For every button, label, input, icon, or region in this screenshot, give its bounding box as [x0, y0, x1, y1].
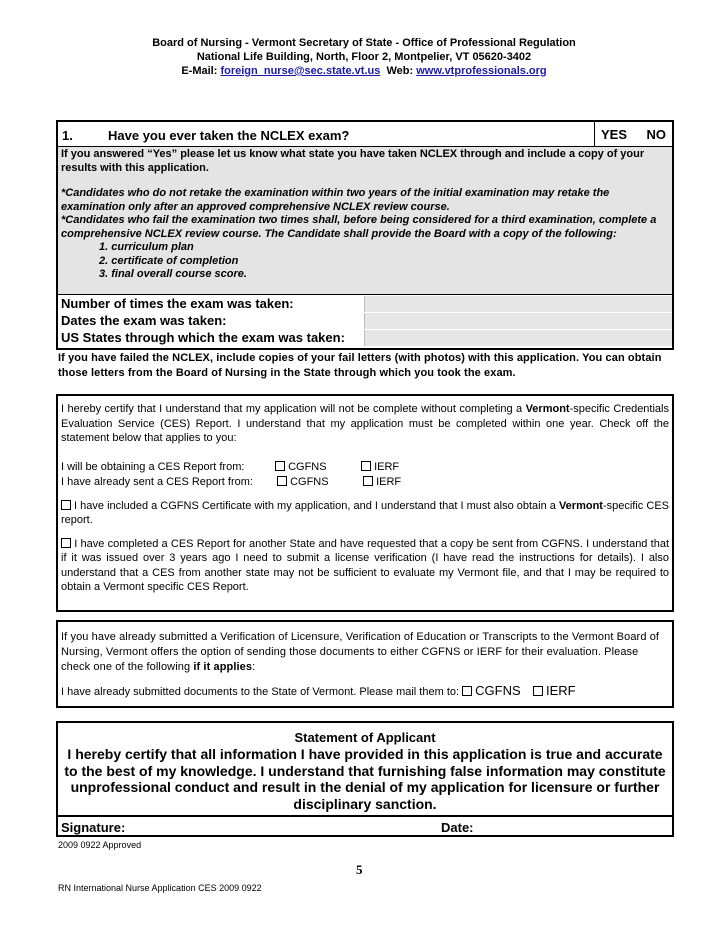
nclex-section: [56, 120, 674, 350]
dates-taken-label: Dates the exam was taken:: [61, 313, 227, 328]
checkbox[interactable]: [61, 538, 71, 548]
list-item: 2. certificate of completion: [99, 254, 239, 267]
statement-title: Statement of Applicant: [294, 730, 436, 745]
mail-documents-row: I have already submitted documents to the State of Vermont. Please mail them to: CGFNS IERF: [61, 683, 576, 698]
list-item: 3. final overall course score.: [99, 268, 247, 280]
document-header: [0, 36, 728, 78]
checkbox[interactable]: [462, 686, 472, 696]
documents-section: [56, 620, 674, 708]
header-line-1: Board of Nursing - Vermont Secretary of State - Office of Professional Regulation: [152, 37, 576, 49]
nclex-question-row: [56, 120, 674, 148]
states-row: [58, 330, 672, 346]
exam-details-fields: [56, 294, 674, 350]
header-contact-line: [0, 64, 728, 78]
approved-note: 2009 0922 Approved: [58, 840, 142, 850]
retake-note-1: *Candidates who do not retake the examination within two years of the initial examination may retake the examination only after an approved comprehensive NCLEX review course.: [61, 187, 610, 213]
header-line-2: National Life Building, North, Floor 2, Montpelier, VT 05620-3402: [196, 51, 532, 63]
question-number: 1.: [62, 128, 73, 143]
cgfns-certificate-statement: I have included a CGFNS Certificate with my application, and I understand that I must also obtain a Vermont-specific CES report.: [61, 499, 669, 526]
obtaining-label: I will be obtaining a CES Report from:: [61, 460, 245, 473]
ces-certification-section: [56, 394, 674, 612]
checkbox[interactable]: [277, 476, 287, 486]
statement-block: [58, 723, 672, 812]
statement-section: [56, 721, 674, 837]
checkbox[interactable]: [533, 686, 543, 696]
times-taken-row: [58, 296, 672, 312]
sent-ces-row: I have already sent a CES Report from: CGFNS IERF: [61, 475, 402, 488]
dates-taken-field[interactable]: [364, 313, 672, 329]
yes-option[interactable]: YES: [601, 127, 628, 142]
checkbox[interactable]: [61, 500, 71, 510]
date-label: Date:: [441, 820, 474, 835]
states-label: US States through which the exam was taken:: [61, 330, 345, 345]
nclex-question: Have you ever taken the NCLEX exam?: [108, 128, 350, 143]
retake-note-2: *Candidates who fail the examination two times shall, before being considered for a third examination, complete a comprehensive NCLEX review course. The Candidate shall provide the Board with a copy of the following:: [61, 214, 657, 240]
other-state-statement: I have completed a CES Report for another State and have requested that a copy be sent from CGFNS. I understand that if it was issued over 3 years ago I need to submit a license verification (I have read the instructions for details). I also understand that a CES from another state may not be sufficient to evaluate my Vermont file, and that I may be required to obtain a Vermont specific CES Report.: [61, 537, 669, 593]
list-item: 1. curriculum plan: [99, 241, 194, 253]
no-option[interactable]: NO: [646, 127, 666, 142]
times-taken-label: Number of times the exam was taken:: [61, 296, 294, 311]
dates-taken-row: [58, 313, 672, 329]
signature-row: [58, 815, 672, 835]
footer-text: RN International Nurse Application CES 2009 0922: [58, 883, 262, 893]
statement-body: I hereby certify that all information I have provided in this application is true and accurate to the best of my knowledge. I understand that furnishing false information may constitute unprofessional conduct and result in the denial of my application for licensure or further disciplinary sanction.: [64, 746, 666, 812]
yes-no-box: [594, 122, 672, 146]
times-taken-field[interactable]: [364, 296, 672, 312]
states-field[interactable]: [364, 330, 672, 346]
documents-text: If you have already submitted a Verification of Licensure, Verification of Education or Transcripts to the Vermont Board of Nursing, Vermont offers the option of sending those documents to either CGFNS or IERF for their evaluation. Please check one of the following if it applies:: [61, 631, 660, 673]
email-label: E-Mail:: [181, 65, 218, 77]
ces-certify-text: I hereby certify that I understand that my application will not be complete without completing a Vermont-specific Credentials Evaluation Service (CES) Report. I understand that my application must be completed within one year. Check off the statement below that applies to you:: [61, 403, 669, 444]
web-label: Web:: [386, 65, 414, 77]
page-number: 5: [356, 862, 363, 877]
checkbox[interactable]: [275, 461, 285, 471]
nclex-intro: If you answered “Yes” please let us know what state you have taken NCLEX through and include a copy of your results with this application.: [61, 148, 645, 174]
signature-label: Signature:: [61, 820, 126, 835]
checkbox[interactable]: [363, 476, 373, 486]
web-link[interactable]: www.vtprofessionals.org: [416, 65, 547, 77]
fail-letters-note: If you have failed the NCLEX, include copies of your fail letters (with photos) with this application. You can obtain those letters from the Board of Nursing in the State through which you took the exam.: [58, 352, 662, 379]
email-link[interactable]: foreign_nurse@sec.state.vt.us: [220, 65, 381, 77]
obtaining-ces-row: I will be obtaining a CES Report from: CGFNS IERF: [61, 460, 400, 473]
mail-label: I have already submitted documents to the State of Vermont. Please mail them to:: [61, 686, 460, 698]
checkbox[interactable]: [361, 461, 371, 471]
sent-label: I have already sent a CES Report from:: [61, 475, 253, 488]
